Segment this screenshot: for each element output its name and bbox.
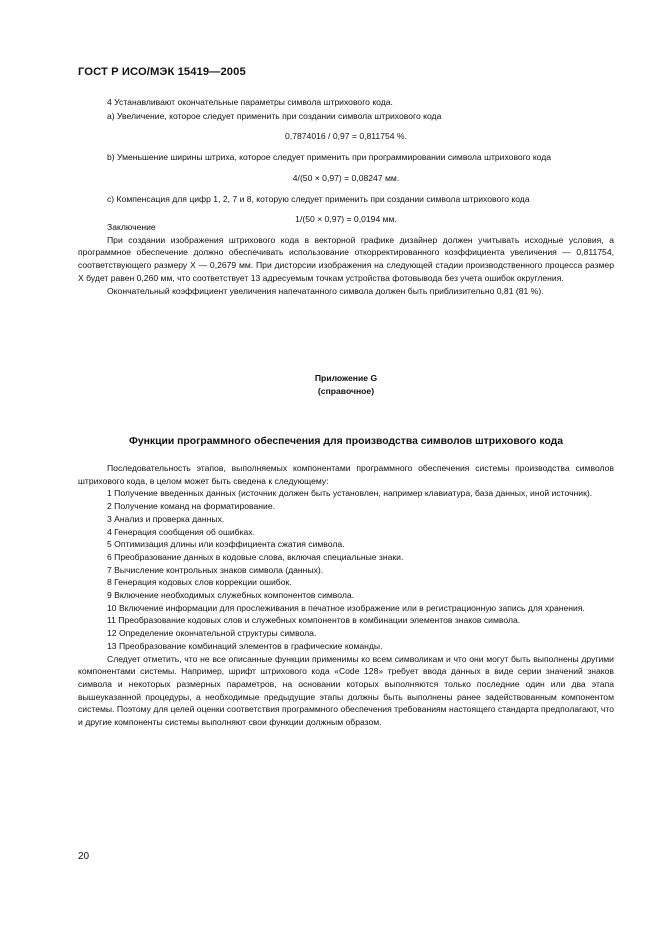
annex-heading: Функции программного обеспечения для производства символов штрихового кода <box>128 436 564 447</box>
step-4a-text: а) Увеличение, которое следует применить при создании символа штрихового кода <box>107 110 442 121</box>
step-4b-text: b) Уменьшение ширины штриха, которое следует применить при программировании символа штрихового кода <box>107 152 552 163</box>
annex-intro: Последовательность этапов, выполняемых компонентами программного обеспечения системы производства символов штрихового кода, в целом может быть сведена к следующему: <box>78 463 614 486</box>
procedure-list <box>78 487 614 652</box>
conclusion-paragraph-1: При создании изображения штрихового кода в векторной графике дизайнер должен учитывать исходные условия, а программное обеспечение должно обеспечивать использование откорректированного коэффициента увеличения — 0,811754, соответствующего размеру X — 0,2679 мм. При дисторсии изображения на следующей стадии производственного процесса размер X будет равен 0,260 мм, что соответствует 13 адресуемым точкам устройства фотовывода без учета ошибок округления. <box>78 234 614 283</box>
list-item: 9 Включение необходимых служебных компонентов символа. <box>107 590 355 601</box>
list-item: 10 Включение информации для прослеживания в печатное изображение или в регистрационную запись для хранения. <box>107 602 585 613</box>
annex-title: Приложение G <box>314 373 378 383</box>
annex-body <box>78 462 614 729</box>
list-item: 11 Преобразование кодовых слов и служебных компонентов в комбинации элементов знаков символа. <box>107 615 521 626</box>
list-item: 8 Генерация кодовых слов коррекции ошибок. <box>107 577 292 588</box>
step-4-intro: 4 Устанавливают окончательные параметры символа штрихового кода. <box>107 97 393 107</box>
list-item: 6 Преобразование данных в кодовые слова, включая специальные знаки. <box>107 551 404 562</box>
annex-title-block <box>78 372 614 397</box>
conclusion-heading: Заключение <box>107 222 156 232</box>
list-item: 1 Получение введенных данных (источник должен быть установлен, например клавиатура, база данных, иной источник). <box>107 488 593 499</box>
list-item: 2 Получение команд на форматирование. <box>107 501 275 512</box>
annex-subtitle: (справочное) <box>317 385 375 396</box>
document-header: ГОСТ Р ИСО/МЭК 15419—2005 <box>78 66 246 78</box>
conclusion-paragraph-2: Окончательный коэффициент увеличения напечатанного символа должен быть приблизительно 0,81 (81 %). <box>107 285 544 296</box>
list-item: 5 Оптимизация длины или коэффициента сжатия символа. <box>107 539 345 550</box>
final-parameters-section <box>78 96 614 226</box>
conclusion-section <box>78 221 614 297</box>
list-item: 3 Анализ и проверка данных. <box>107 513 225 524</box>
list-item: 7 Вычисление контрольных знаков символа (данных). <box>107 564 324 575</box>
page-number: 20 <box>78 851 90 862</box>
annex-closing-paragraph: Следует отметить, что не все описанные функции применимы ко всем символикам и что они могут быть выполнены другими компонентами системы. Например, шрифт штрихового кода «Code 128» требует ввода данных в виде серии значений знаков символа и некоторых размерных параметров, на основании которых выполняются только последние один или два этапа вышеуказанной процедуры, а необходимые предыдущие этапы должны быть выполнены ранее задействованным компонентом системы. Поэтому для целей оценки соответствия программного обеспечения требованиям настоящего стандарта предполагают, что и другие компоненты системы выполняют свои функции должным образом. <box>78 653 614 728</box>
list-item: 13 Преобразование комбинаций элементов в графические команды. <box>107 640 383 651</box>
list-item: 4 Генерация сообщения об ошибках. <box>107 526 255 537</box>
step-4c-formula: 1/(50 × 0,97) = 0,0194 мм. <box>295 214 397 225</box>
list-item: 12 Определение окончательной структуры символа. <box>107 628 317 639</box>
step-4c-text: с) Компенсация для цифр 1, 2, 7 и 8, которую следует применить при создании символа штрихового кода <box>107 193 530 204</box>
step-4b-formula: 4/(50 × 0,97) = 0,08247 мм. <box>292 172 400 183</box>
step-4a-formula: 0,7874016 / 0,97 = 0,811754 %. <box>285 131 407 142</box>
